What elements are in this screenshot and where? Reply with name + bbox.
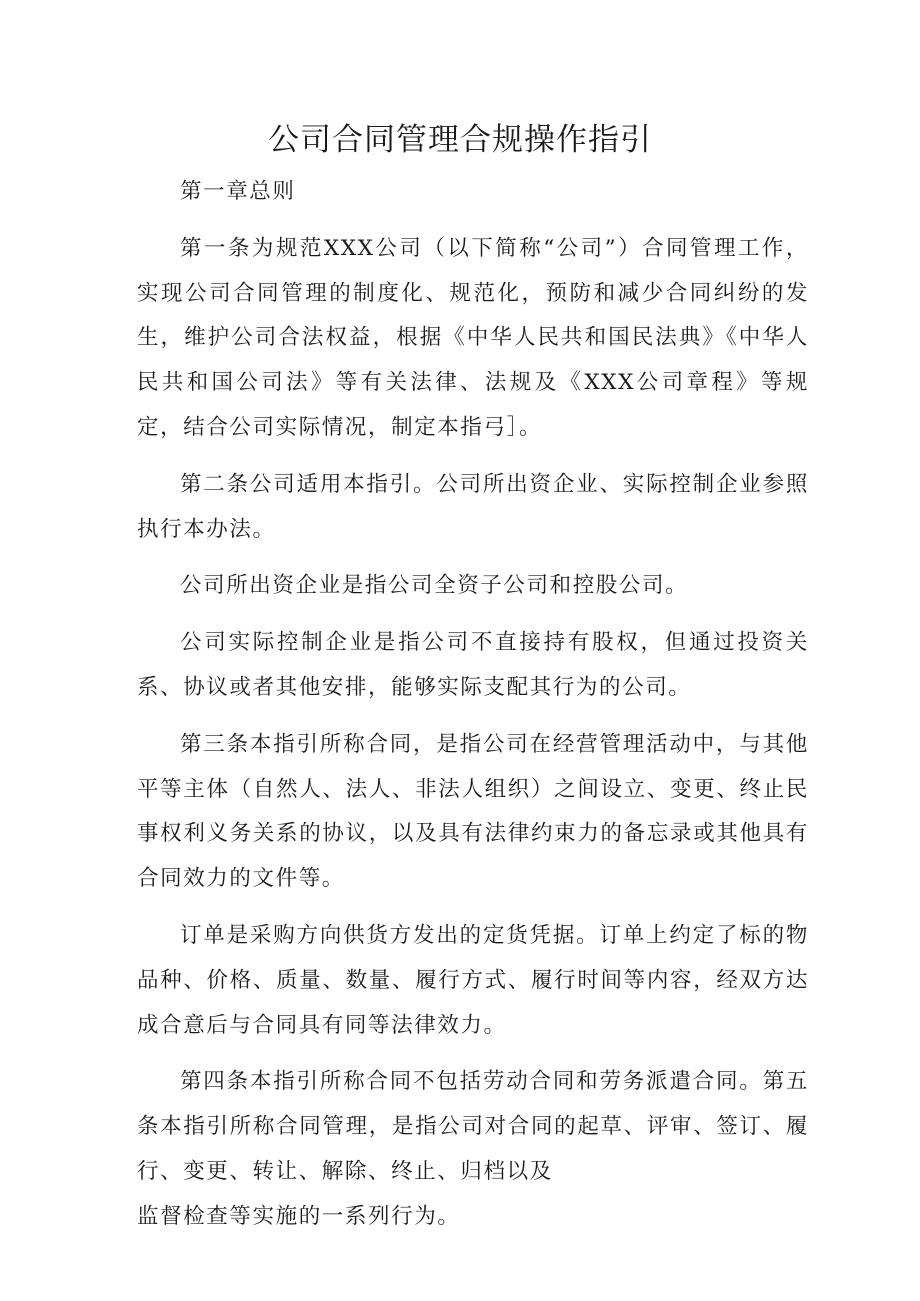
article-5-continued: 监督检查等实施的一系列行为。 — [137, 1203, 461, 1229]
article-1: 第一条为规范XXX公司（以下简称“公司”）合同管理工作，实现公司合同管理的制度化、规范化，预防和减少合同纠纷的发生，维护公司合法权益，根据《中华人民共和国民法典》《中华人民共和国公司法》等有关法律、法规及《XXX公司章程》等规定，结合公司实际情况，制定本指弓］。 — [137, 235, 809, 440]
article-2-subsidiaries: 公司所出资企业是指公司全资子公司和控股公司。 — [180, 573, 689, 599]
chapter-heading: 第一章总则 — [180, 179, 296, 204]
document-body — [137, 170, 809, 1252]
article-3-orders: 订单是采购方向供货方发出的定货凭据。订单上约定了标的物品种、价格、质量、数量、履行方式、履行时间等内容，经双方达成合意后与合同具有同等法律效力。 — [137, 922, 809, 1038]
article-2: 第二条公司适用本指引。公司所出资企业、实际控制企业参照执行本办法。 — [137, 471, 809, 542]
document-title: 公司合同管理合规操作指引 — [268, 122, 652, 158]
article-4-5: 第四条本指引所称合同不包括劳动合同和劳务派遣合同。第五条本指引所称合同管理，是指公司对合同的起草、评审、签订、履行、变更、转让、解除、终止、归档以及 — [137, 1069, 809, 1184]
article-3: 第三条本指引所称合同，是指公司在经营管理活动中，与其他平等主体（自然人、法人、非法人组织）之间设立、变更、终止民事权利义务关系的协议，以及具有法律约束力的备忘录或其他具有合同效力的文件等。 — [137, 731, 809, 892]
article-2-controlled-companies: 公司实际控制企业是指公司不直接持有股权，但通过投资关系、协议或者其他安排，能够实际支配其行为的公司。 — [137, 630, 809, 700]
